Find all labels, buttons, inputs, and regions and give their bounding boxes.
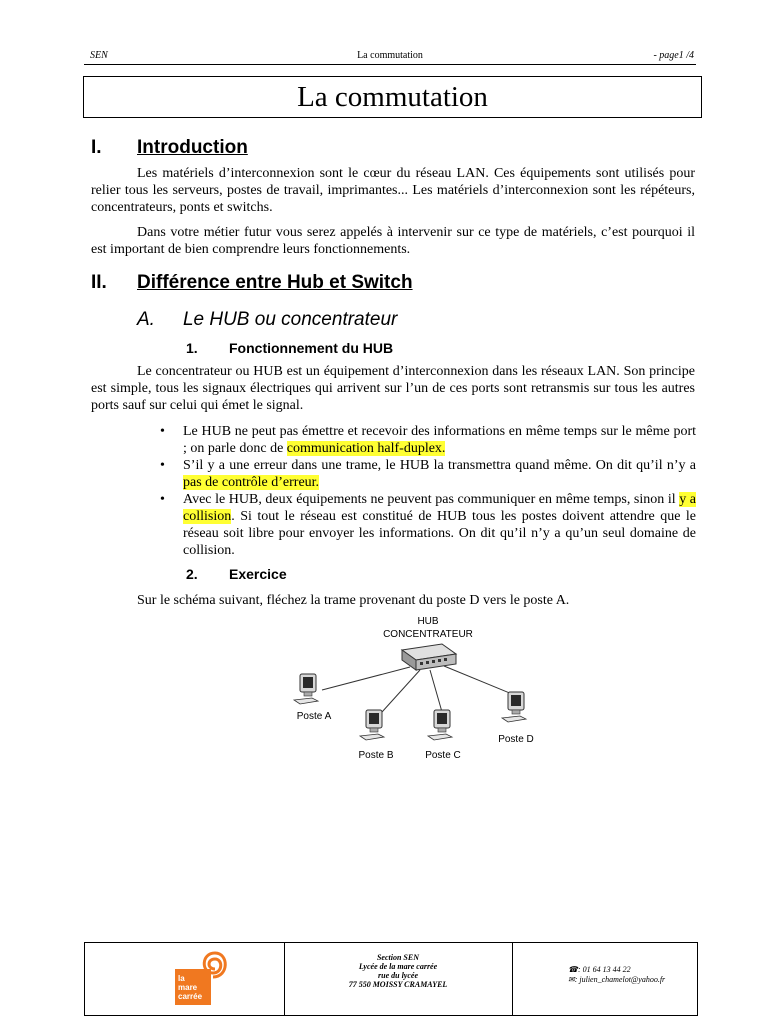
- computer-a-icon: [294, 674, 318, 704]
- computer-d-icon: [502, 692, 526, 722]
- page-header: [84, 50, 696, 65]
- section-title: Introduction: [137, 137, 248, 158]
- header-page-number: - page1 /4: [653, 50, 694, 61]
- subsubsection-fonctionnement-heading: [186, 340, 394, 356]
- subsection-hub-heading: [137, 309, 397, 331]
- hub-label-2: CONCENTRATEUR: [383, 629, 473, 640]
- poste-b-label: Poste B: [358, 750, 394, 761]
- footer-logo-cell: [85, 943, 285, 1015]
- subsubsection-number: 2.: [186, 566, 198, 582]
- computer-c-icon: [428, 710, 452, 740]
- poste-d-label: Poste D: [498, 734, 534, 745]
- logo-text: la mare carrée: [178, 974, 203, 1001]
- footer-address-cell: [284, 943, 513, 1015]
- exercice-paragraph: Sur le schéma suivant, fléchez la trame provenant du poste D vers le poste A.: [137, 593, 570, 608]
- computer-b-icon: [360, 710, 384, 740]
- page-footer: [84, 942, 698, 1016]
- intro-paragraph-1: Les matériels d’interconnexion sont le cœur du réseau LAN. Ces équipements sont utilisés pour relier tous les serveurs, postes de travail, imprimantes... Les matériels d’interconnexion sont les répéteurs, concentrateurs, ponts et switchs.: [91, 166, 695, 215]
- subsubsection-title: Exercice: [229, 566, 287, 582]
- footer-street: rue du lycée: [378, 971, 418, 980]
- footer-phone: [568, 965, 665, 975]
- poste-c-label: Poste C: [425, 750, 461, 761]
- subsection-number: A.: [137, 309, 155, 330]
- bullet-text: . Si tout le réseau est constitué de HUB tous les postes doivent attendre que le réseau soit libre pour envoyer les informations. On dit qu’il n’y a qu’un seul domaine de collision.: [183, 509, 696, 558]
- footer-section: Section SEN: [376, 953, 419, 962]
- highlight-controle-erreur: pas de contrôle d’erreur.: [183, 475, 320, 490]
- footer-city: 77 550 MOISSY CRAMAYEL: [348, 980, 448, 989]
- bullet-collision: [160, 491, 696, 559]
- footer-contact-cell: [512, 943, 697, 1015]
- bullet-controle-erreur: [160, 457, 696, 491]
- subsection-title: Le HUB ou concentrateur: [182, 309, 398, 330]
- header-left: SEN: [90, 50, 108, 61]
- highlight-collision: y a collision: [183, 492, 696, 524]
- hub-bullet-list: [160, 423, 696, 559]
- intro-paragraph-2: Dans votre métier futur vous serez appelés à intervenir sur ce type de matériels, c’est pourquoi il est important de bien comprendre leurs fonctionnements.: [91, 225, 695, 257]
- footer-email: [568, 975, 665, 985]
- bullet-text: S’il y a une erreur dans une trame, le HUB la transmettra quand même. On dit qu’il n’y a: [183, 458, 696, 473]
- hub-paragraph: Le concentrateur ou HUB est un équipement d’interconnexion dans les réseaux LAN. Son principe est simple, tous les signaux électriques qui arrivent sur l’un de ces ports sont retransmis sur tous les autres ports sauf sur celui qui émet le signal.: [91, 364, 695, 413]
- bullet-text: Avec le HUB, deux équipements ne peuvent pas communiquer en même temps, sinon il: [183, 492, 680, 507]
- footer-school: Lycée de la mare carrée: [358, 962, 438, 971]
- page-title: La commutation: [83, 76, 702, 118]
- phone-icon: ☎: [568, 965, 578, 974]
- highlight-half-duplex: communication half-duplex.: [286, 441, 446, 456]
- hub-label-1: HUB: [417, 616, 439, 627]
- network-links: [322, 666, 512, 712]
- subsubsection-exercice-heading: [186, 566, 287, 582]
- header-center: La commutation: [357, 50, 423, 61]
- email-address: : julien_chamelot@yahoo.fr: [574, 975, 666, 984]
- section-number: II.: [91, 272, 107, 293]
- section-number: I.: [91, 137, 102, 158]
- bullet-text: Le HUB ne peut pas émettre et recevoir des informations en même temps sur le même port ; on parle donc de: [183, 424, 696, 456]
- phone-number: : 01 64 13 44 22: [577, 965, 631, 974]
- subsubsection-number: 1.: [186, 340, 198, 356]
- bullet-half-duplex: [160, 423, 696, 457]
- poste-a-label: Poste A: [296, 711, 332, 722]
- subsubsection-title: Fonctionnement du HUB: [229, 340, 394, 356]
- hub-icon: [402, 644, 456, 670]
- section-title: Différence entre Hub et Switch: [137, 272, 413, 293]
- mail-icon: ✉: [568, 975, 575, 984]
- school-logo: [171, 951, 231, 1009]
- hub-network-diagram: [280, 612, 560, 767]
